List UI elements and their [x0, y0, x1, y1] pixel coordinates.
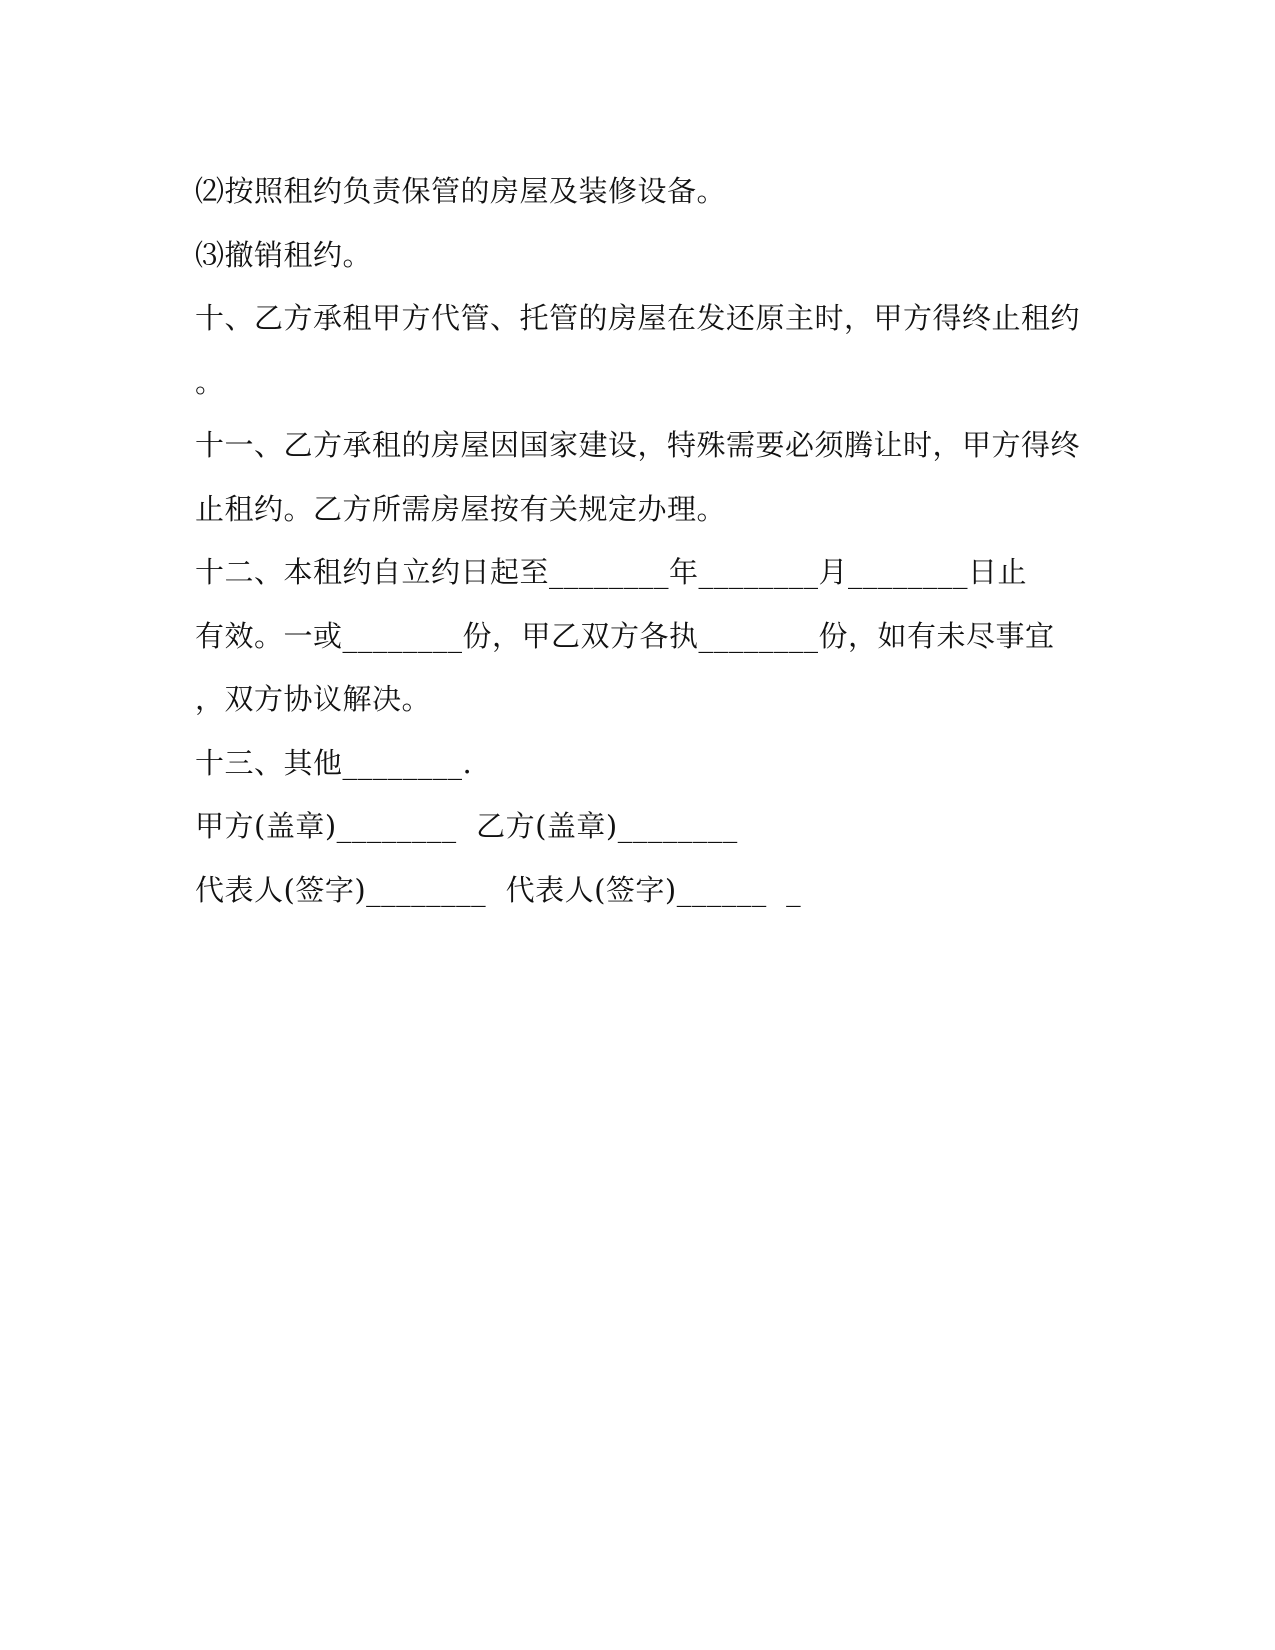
clause-12-line-3: ，双方协议解决。 [195, 682, 432, 716]
clause-13: 十三、其他________. [195, 745, 473, 780]
clause-12-line-1: 十二、本租约自立约日起至________年________月________日止 [195, 555, 1028, 589]
clause-11-line-2: 止租约。乙方所需房屋按有关规定办理。 [195, 491, 727, 526]
clause-item-2: ⑵按照租约负责保管的房屋及装修设备。 [195, 174, 727, 208]
clause-11-line-1: 十一、乙方承租的房屋因国家建设，特殊需要必须腾让时，甲方得终 [195, 428, 1081, 462]
document-body [195, 160, 1081, 922]
clause-12-line-2: 有效。一或________份，甲乙双方各执________份，如有未尽事宜 [195, 618, 1055, 653]
clause-item-3: ⑶撤销租约。 [195, 237, 373, 272]
signature-seal-line: 甲方(盖章)________ 乙方(盖章)________ [195, 809, 738, 843]
clause-10-line-1: 十、乙方承租甲方代管、托管的房屋在发还原主时，甲方得终止租约 [195, 301, 1081, 335]
signature-representative-line: 代表人(签字)________ 代表人(签字)______ _ [195, 872, 802, 907]
clause-10-line-2: 。 [195, 364, 225, 399]
